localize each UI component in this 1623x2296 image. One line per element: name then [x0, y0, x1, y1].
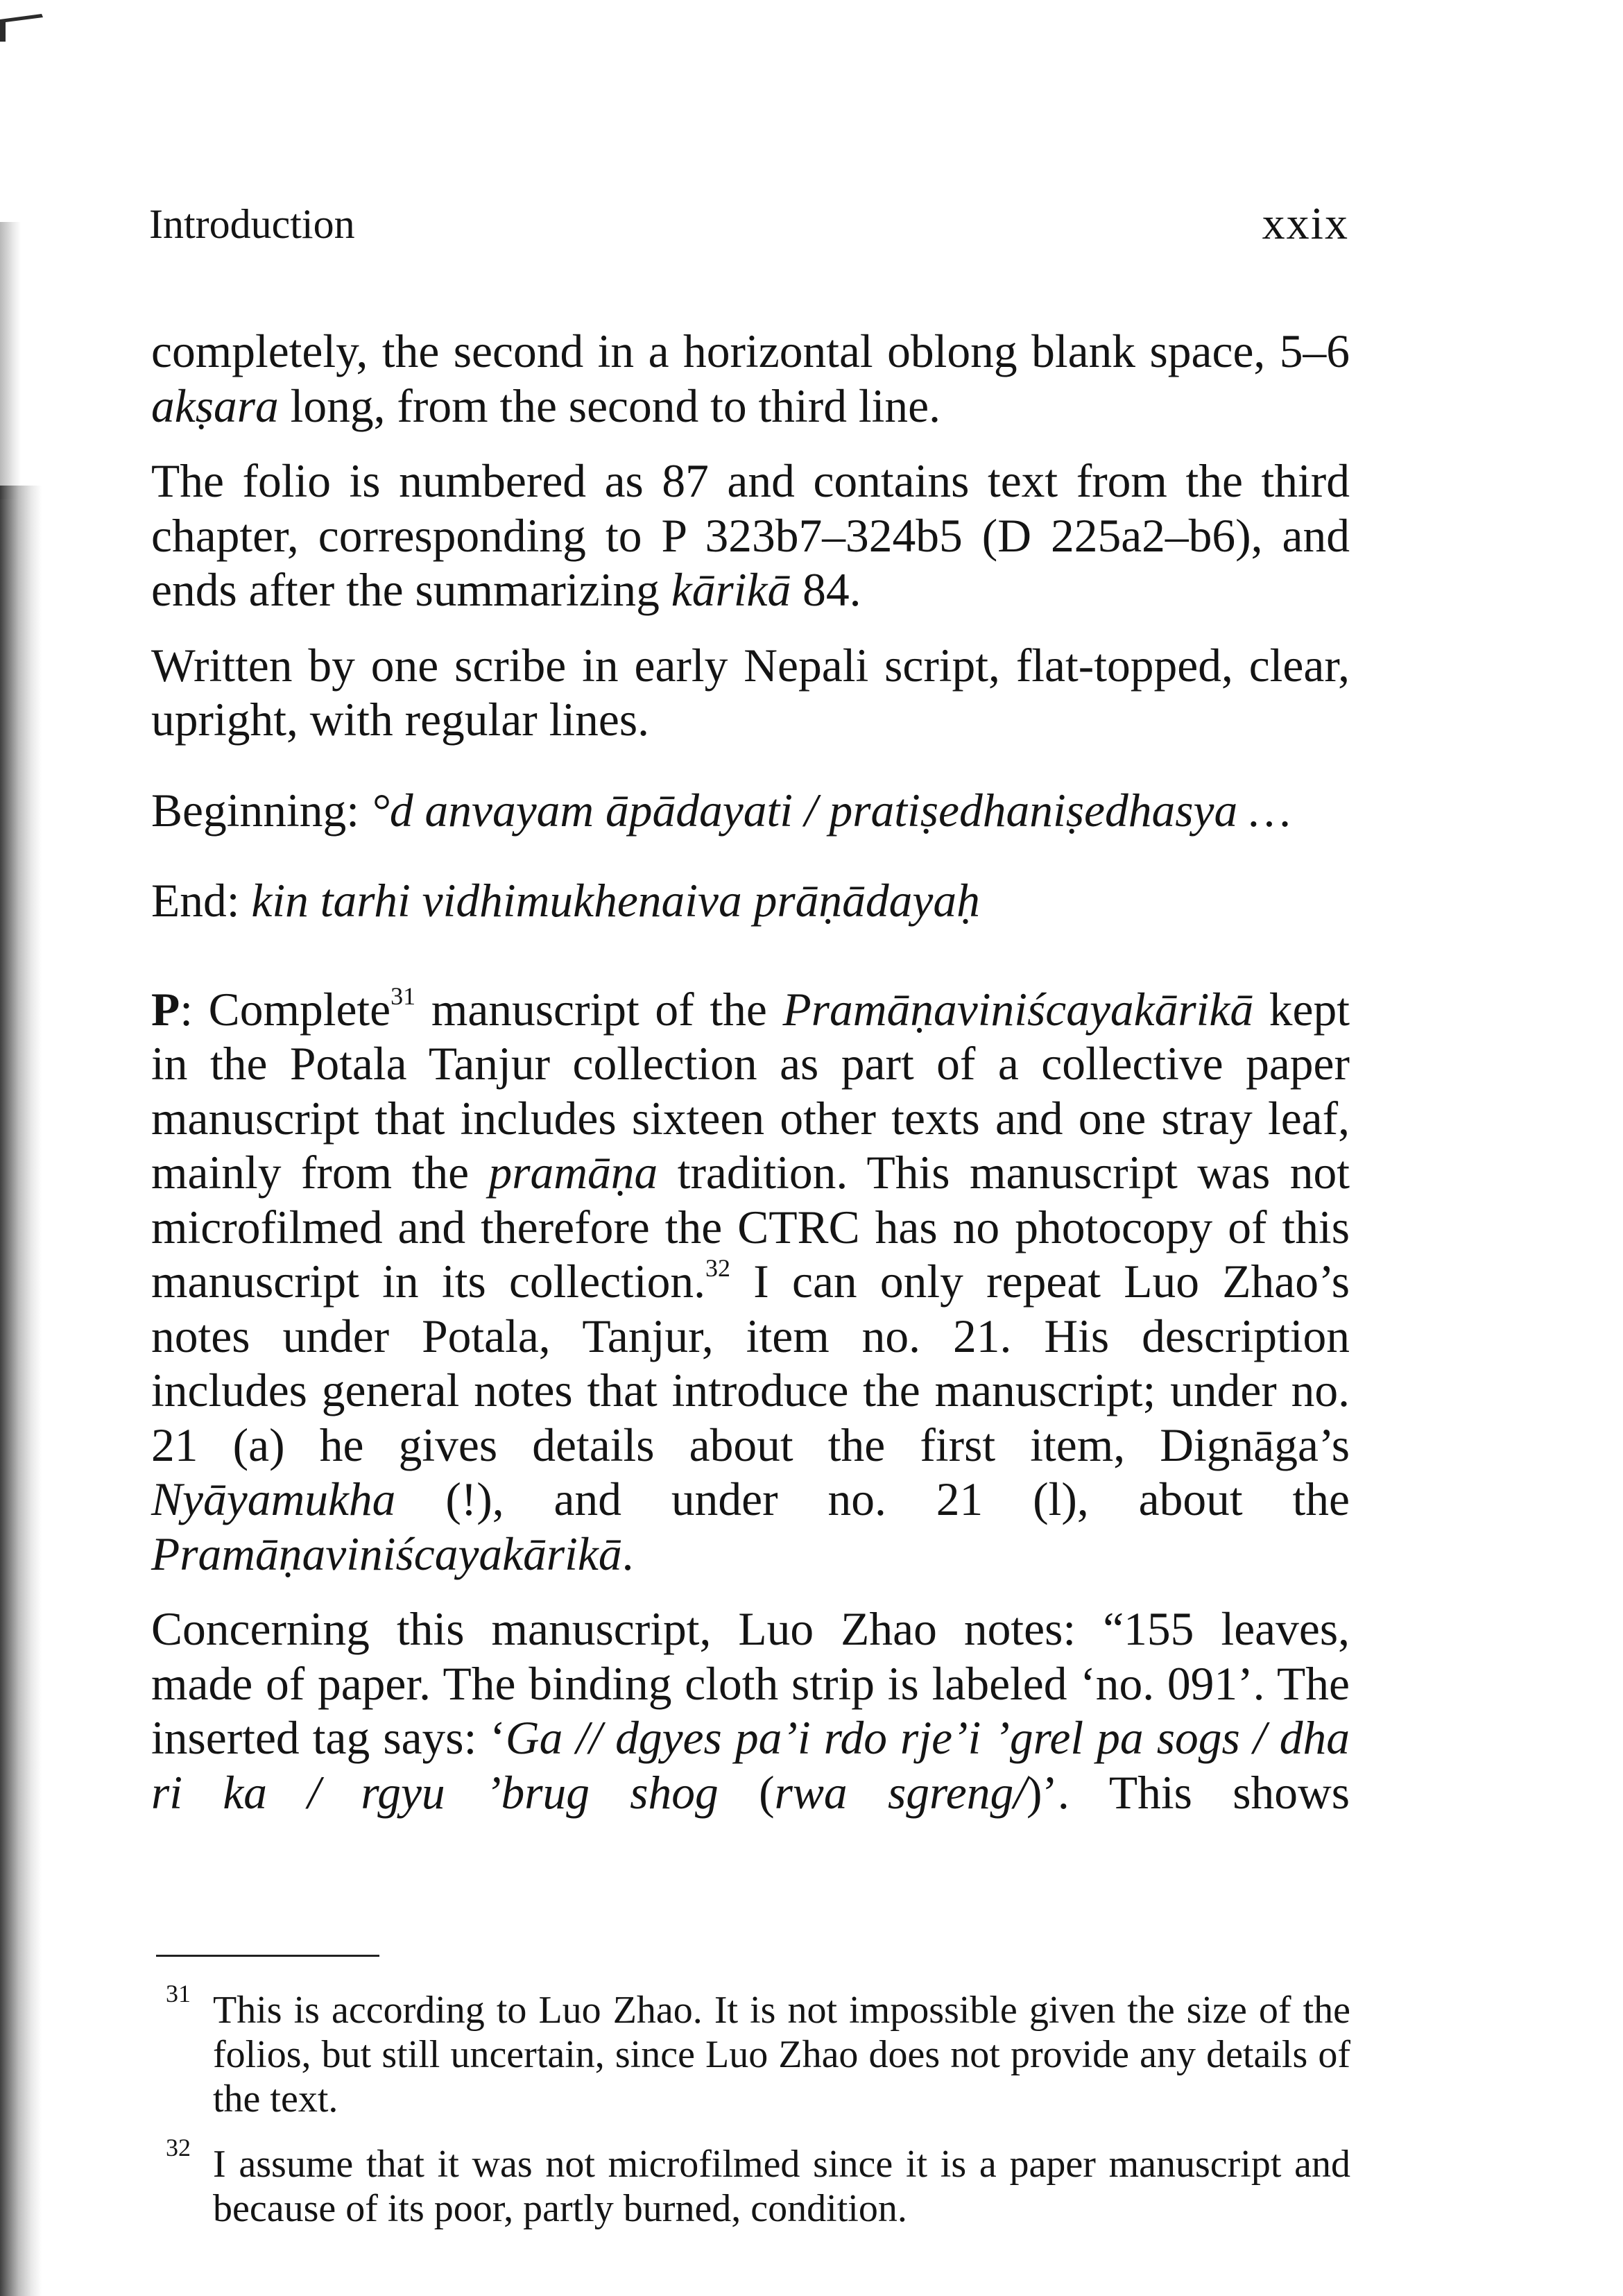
- scan-corner-mark: [0, 0, 55, 42]
- footnote-ref-32[interactable]: 32: [705, 1254, 730, 1282]
- footnote-number: 31: [166, 1980, 191, 2007]
- paragraph-manuscript-p: P: Complete$^{31}$ manuscript of the Pramāṇaviniścayakārikā kept in the Potala Tanjur collection as part of a collective paper manuscript that includes sixteen other texts and one stray leaf, mainly from the pramāṇa tradition. This manuscript was not microfilmed and therefore the CTRC has no photocopy of this manuscript in its collection.$^{32}$ I can only repeat Luo Zhao’s notes under Potala, Tanjur, item no. 21. His description includes general notes that introduce the manuscript; under no. 21 (a) he gives details about the first item, Dignāga’s Nyāyamukha (!), and under no. 21 (l), about the Pramāṇaviniścayakārikā.: [151, 982, 1350, 1580]
- page-number: xxix: [1262, 198, 1349, 249]
- footnote-31: 31 This is according to Luo Zhao. It is not impossible given the size of the folios, but still uncertain, since Luo Zhao does not provide any details of the text.: [166, 1980, 1350, 2121]
- footnote-32: 32 I assume that it was not microfilmed since it is a paper manuscript and because of its poor, partly burned, condition.: [166, 2134, 1350, 2230]
- running-head-title: Introduction: [149, 201, 355, 247]
- binding-shadow: [0, 486, 42, 2296]
- binding-shadow-top: [0, 222, 21, 499]
- running-head: [149, 196, 1349, 252]
- manuscript-beginning: Beginning: °d anvayam āpādayati / pratiṣedhaniṣedhasya …: [151, 784, 1291, 837]
- paragraph-luo-zhao-notes: Concerning this manuscript, Luo Zhao notes: “155 leaves, made of paper. The binding cloth strip is labeled ‘no. 091’. The inserted tag says: ‘Ga // dgyes pa’i rdo rje’i ’grel pa sogs / dha ri ka / rgyu ’brug shog (rwa sgreng/)’. This shows: [151, 1603, 1350, 1819]
- paragraph-folio-number: The folio is numbered as 87 and contains text from the third chapter, corresponding to P 323b7–324b5 (D 225a2–b6), and ends after the summarizing kārikā 84.: [151, 455, 1350, 616]
- footnote-ref-31[interactable]: 31: [390, 982, 416, 1010]
- paragraph-scribe: Written by one scribe in early Nepali script, flat-topped, clear, upright, with regular lines.: [151, 639, 1350, 746]
- footnote-rule: [156, 1955, 379, 1957]
- manuscript-end: End: kin tarhi vidhimukhenaiva prāṇādayaḥ: [151, 875, 980, 927]
- footnotes: [156, 1980, 1350, 2231]
- paragraph-continuation: completely, the second in a horizontal oblong blank space, 5–6 akṣara long, from the second to third line.: [151, 325, 1350, 432]
- footnote-number: 32: [166, 2134, 191, 2161]
- siglum-p: P: [151, 983, 180, 1036]
- body-text: [151, 325, 1350, 1820]
